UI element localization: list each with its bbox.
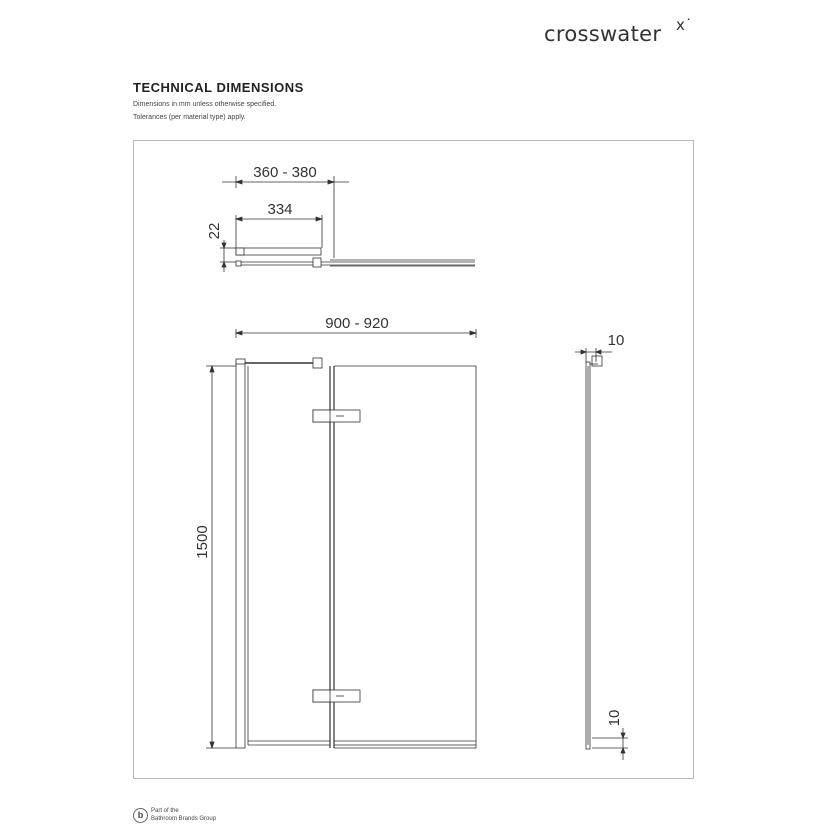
footer-group-text (151, 807, 216, 823)
brand-logo-mark: x˙ (676, 16, 693, 34)
plan-view (236, 248, 475, 267)
label-top-height: 22 (206, 222, 223, 240)
footer-line-2: Bathroom Brands Group (151, 816, 217, 822)
tolerances-note: Tolerances (per material type) apply. (133, 114, 246, 121)
bathroom-brands-logo-icon: b (133, 808, 148, 823)
dim-side-bottom (592, 728, 628, 760)
side-elevation (586, 356, 602, 749)
brand-logo-text: crosswater (544, 22, 662, 46)
label-front-height: 1500 (194, 525, 211, 559)
front-elevation (236, 358, 476, 748)
label-side-thickness: 10 (607, 332, 625, 349)
label-front-width: 900 - 920 (325, 315, 389, 332)
page-title: TECHNICAL DIMENSIONS (133, 80, 304, 95)
label-top-overall: 360 - 380 (253, 164, 317, 181)
dim-top-height (220, 240, 236, 272)
dimensions-note: Dimensions in mm unless otherwise specified. (133, 101, 277, 108)
label-top-inner: 334 (267, 201, 293, 218)
label-side-bottom: 10 (606, 709, 623, 727)
footer-line-1: Part of the (151, 808, 179, 814)
dim-top-inner (236, 215, 322, 248)
